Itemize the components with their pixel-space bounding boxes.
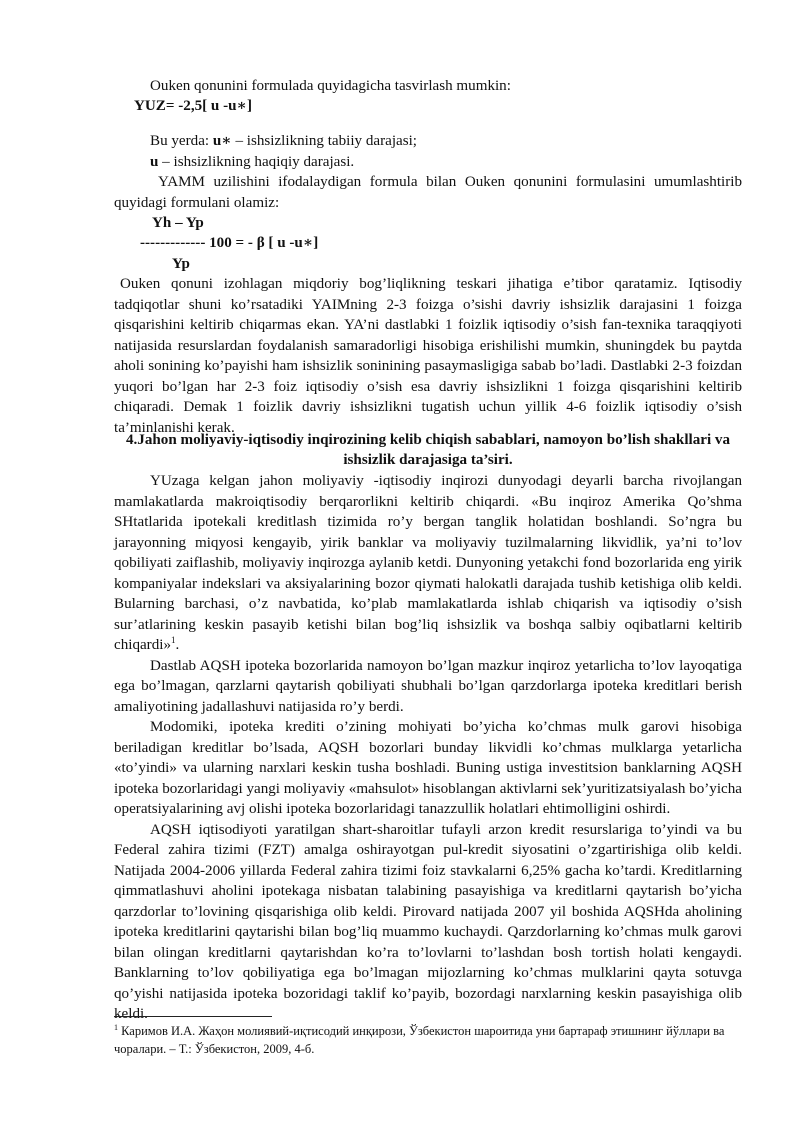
formula-yuz: YUZ= -2,5[ u -u∗] bbox=[134, 98, 252, 114]
body-text bbox=[114, 471, 742, 1025]
formula-denominator: Yp bbox=[172, 256, 190, 272]
symbol-u: u bbox=[150, 154, 159, 170]
formula-fraction-line: ------------- 100 = - β [ u -u∗] bbox=[140, 235, 319, 251]
footnote-separator bbox=[114, 1016, 272, 1017]
formula-numerator: Yh – Yp bbox=[152, 215, 204, 231]
symbol-u-star: u∗ bbox=[212, 133, 232, 149]
footnote bbox=[114, 1022, 742, 1058]
ouken-paragraph: Ouken qonuni izohlagan miqdoriy bog’liqlikning teskari jihatiga e’tibor qaratamiz. Iqtisodiy tadqiqotlar shuni ko’rsatadiki YAIMning 2-3 foizga o’sishi davriy ishsizlik darajasini 1 foizga qisqarishini keltirib chiqarmas ekan. YA’ni dastlabki 1 foizlik iqtisodiy o’sish fan-texnika taraqqiyoti natijasida resurslardan foydalanish samaradorligi hisobiga erishilishi mumkin, shuningdek bu paytda aholi sonining ko’payishi ham ishsizlik soninining pasaymasligiga sabab bo’ladi. Dastlabki 2-3 foizdan yuqori bo’lgan har 2-3 foiz iqtisodiy o’sish esa davriy ishsizlikni 1 foizga qisqarishini keltirib chiqaradi. Demak 1 foizlik davriy ishsizlikni tugatish uchun yillik 4-6 foizlik iqtisodiy o’sish ta’minlanishi kerak. bbox=[114, 276, 742, 436]
paragraph-crisis-origin bbox=[114, 471, 742, 656]
paragraph-us-economy: AQSH iqtisodiyoti yaratilgan shart-sharoitlar tufayli arzon kredit resurslariga to’yindi va bu Federal zahira tizimi (FZT) amalga oshirayotgan pul-kredit siyosatini o’zgartirishiga olib keldi. Natijada 2004-2006 yillarda Federal zahira tizimi foiz stavkalarni 6,25% gacha ko’tardi. Kreditlarning qimmatlashuvi aholini ipotekaga nisbatan talabining pasayishiga va kreditlarni qaytarish bo’yicha qarzdorlar to’lovining qisqarishiga olib keldi. Pirovard natijada 2007 yil boshida AQSHda aholining ipoteka kreditlarini qaytarishi bilan bog’liq muammo kuchaydi. Qarzdorlarning ko’chmas mulk garovi bilan olingan kreditlarni qaytarishdan ko’ra to’lovlarni to’lashdan bosh tortish holati kengaydi. Banklarning to’lov qobiliyatiga ega bo’lmagan mijozlarning ko’chmas mulklarini qayta sotuvga qo’yishi natijasida ipoteka bozoridagi taklif ko’payib, bozordagi narxlarning keskin pasayishiga olib keldi. bbox=[114, 821, 742, 1022]
footnote-text: Каримов И.А. Жаҳон молиявий-иқтисодий инқирози, Ўзбекистон шароитида уни бартараф этишнинг йўллари ва чоралари. – Т.: Ўзбекистон, 2009, 4-б. bbox=[114, 1024, 725, 1056]
paragraph-crisis-origin-text: YUzaga kelgan jahon moliyaviy -iqtisodiy inqirozi dunyodagi deyarli barcha rivojlangan mamlakatlarda makroiqtisodiy berqarorlikni keltirib chiqardi. «Bu inqiroz Amerika Qo’shma SHtatlarida ipotekali kreditlash tizimida ro’y bergan tanglik holatidan boshlandi. So’ngra bu jarayonning miqyosi kengayib, yirik banklar va moliyaviy tuzilmalarning likvidlik, ya’ni to’lov qobiliyati zaiflashib, moliyaviy inqirozga aylanib ketdi. Dunyoning yetakchi fond bozorlarida eng yirik kompaniyalar indekslari va aksiyalarining bozor qiymati halokatli darajada tushib ketishiga olib keldi. Bularning barchasi, o’z navbatida, ko’plab mamlakatlarda ishlab chiqarish va iqtisodiy o’sish sur’atlarining keskin pasayib ketishi bilan bog’liq ishsizlik va boshqa salbiy oqibatlarni keltirib chiqardi» bbox=[114, 473, 742, 653]
paragraph-end-mark: . bbox=[175, 637, 180, 653]
paragraph-mortgage-nature: Modomiki, ipoteka krediti o’zining mohiyati bo’yicha ko’chmas mulk garovi hisobiga beriladigan kreditlar bo’lsada, AQSH bozorlari bunday likvidli ko’chmas mulklarga yetarlicha «to’yindi» va ularning narxlari keskin tusha boshladi. Buning ustiga investitsion banklarning AQSH ipoteka bozorlaridagi yangi moliyaviy «mahsulot» hisoblangan aktivlarni sek’yuritizatsiyalash bo’yicha operatsiyalarining avj olishi ipoteka bozorlaridagi tanazzullik holatlari ehtimolligini oshirdi. bbox=[114, 719, 742, 817]
definition-natural-rate bbox=[150, 131, 417, 152]
definition-natural-text: – ishsizlikning tabiiy darajasi; bbox=[231, 133, 417, 149]
intro-line: Ouken qonunini formulada quyidagicha tasvirlash mumkin: bbox=[150, 78, 511, 94]
footnote-number: 1 bbox=[114, 1022, 118, 1032]
section-heading: 4.Jahon moliyaviy-iqtisodiy inqirozining kelib chiqish sabablari, namoyon bo’lish shakllari va ishsizlik darajasiga ta’siri. bbox=[125, 432, 731, 468]
definition-actual-text: – ishsizlikning haqiqiy darajasi. bbox=[158, 154, 355, 170]
footnote-reference: 1 bbox=[171, 634, 176, 645]
paragraph-mortgage-market: Dastlab AQSH ipoteka bozorlarida namoyon bo’lgan mazkur inqiroz yetarlicha to’lov layoqatiga ega bo’lmagan, qarzlarni qaytarish qobiliyati shubhali bo’lgan qarzdorlarga ipoteka kreditlari berish amaliyotining jadallashuvi natijasida ro’y berdi. bbox=[114, 657, 742, 715]
yamm-paragraph: YAMM uzilishini ifodalaydigan formula bilan Ouken qonunini formulasini umumlashtirib quyidagi formulani olamiz: bbox=[114, 174, 742, 211]
definition-prefix: Bu yerda: bbox=[150, 133, 213, 149]
definition-actual-rate bbox=[150, 152, 354, 173]
